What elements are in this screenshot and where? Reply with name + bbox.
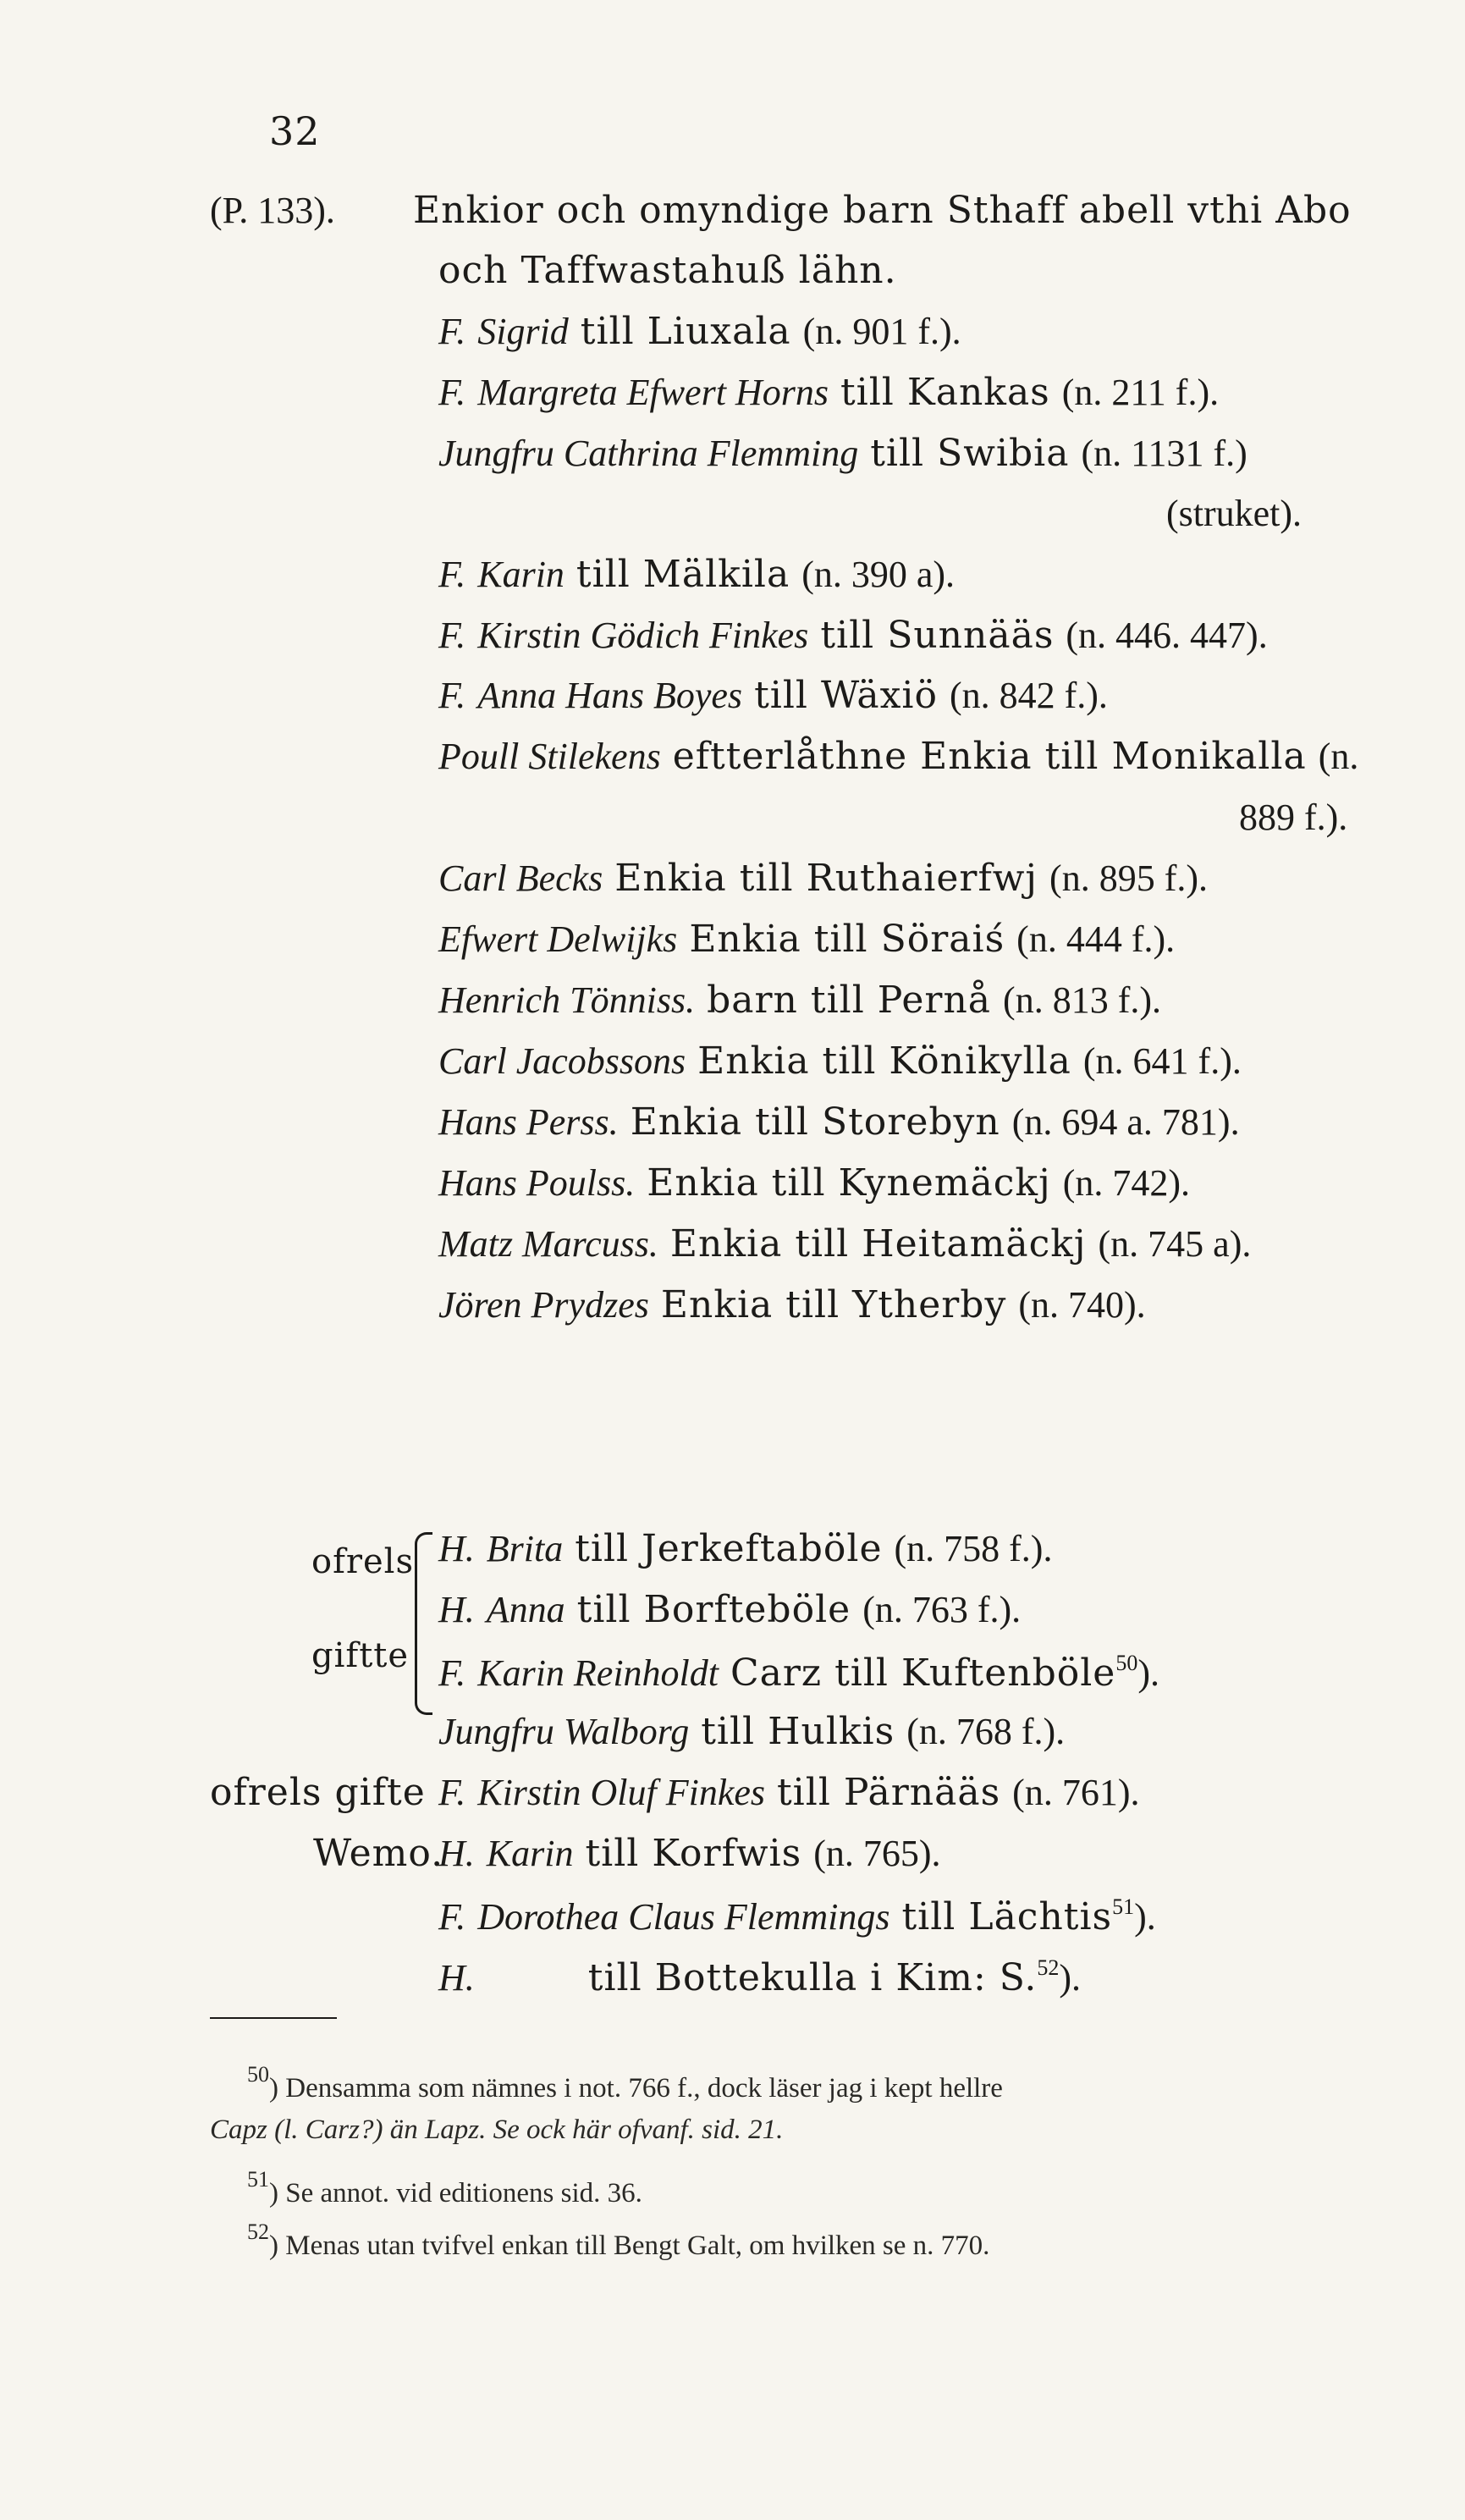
entry-row: [438, 1832, 941, 1875]
entry-name: Dorothea Claus Flemmings: [477, 1896, 890, 1938]
margin-note: ofrels gifte: [210, 1771, 426, 1814]
margin-note: giftte: [311, 1636, 410, 1675]
entry-text: till Bottekulla i Kim: S.: [587, 1956, 1038, 1999]
entry-text: Enkia till Könikylla: [697, 1039, 1071, 1083]
entry-row: [438, 310, 961, 353]
intro-line-1: Enkior och omyndige barn Sthaff abell vthi Abo: [413, 189, 1352, 232]
entry-name: Anna Hans Boyes: [477, 675, 743, 716]
entry-text: till Wäxiö: [754, 674, 938, 717]
footnote: [247, 2169, 642, 2208]
entry-continuation: 889 f.).: [1239, 797, 1348, 838]
entry-row: [438, 1527, 1053, 1570]
entry-row: [438, 1100, 1240, 1144]
entry-text: till Jerkeftaböle: [575, 1527, 883, 1570]
entry-text: Enkia till Storebyn: [630, 1100, 1000, 1144]
entry-name: Kirstin Gödich Finkes: [477, 615, 809, 656]
entry-text: Enkia till Kynemäckj: [647, 1161, 1051, 1205]
footnote-text: ) Menas utan tvifvel enkan till Bengt Galt, om hvilken se n. 770.: [269, 2231, 990, 2261]
entry-row: [438, 1710, 1066, 1753]
entry-reference: (n. 745 a).: [1098, 1223, 1252, 1265]
entry-row: [438, 432, 1247, 475]
entry-prefix: H.: [438, 1528, 475, 1569]
footnote-continuation: Capz (l. Carz?) än Lapz. Se ock här ofvanf. sid. 21.: [210, 2115, 784, 2145]
entry-row: [438, 674, 1108, 717]
entry-name: Carl Jacobssons: [438, 1040, 686, 1082]
entry-text: till Hulkis: [701, 1710, 895, 1753]
entry-name: Efwert Delwijks: [438, 918, 678, 960]
entry-prefix: H.: [438, 1589, 475, 1630]
entry-text: Enkia till Ruthaierfwj: [614, 857, 1038, 900]
entry-reference: (n.: [1318, 736, 1359, 777]
entry-reference: (n. 742).: [1062, 1162, 1191, 1204]
entry-reference: (n. 446. 447).: [1066, 615, 1268, 656]
footnote-divider: [210, 2017, 337, 2019]
entry-reference: (n. 813 f.).: [1003, 979, 1162, 1021]
entry-text: till Borfteböle: [576, 1588, 851, 1631]
entry-name: Karin: [477, 554, 565, 595]
entry-text: till Sunnääs: [820, 614, 1055, 657]
entry-row: [438, 1161, 1191, 1205]
entry-text: eftterlåthne Enkia till Monikalla: [672, 735, 1307, 778]
entry-name: Poull Stilekens: [438, 736, 661, 777]
entry-row: [438, 1039, 1242, 1083]
entry-name: Jungfru Walborg: [438, 1711, 690, 1752]
entry-prefix: H.: [438, 1833, 475, 1874]
entry-prefix: F.: [438, 615, 466, 656]
entry-prefix: F.: [438, 554, 466, 595]
entry-name: Matz Marcuss.: [438, 1223, 658, 1265]
entry-reference: (n. 901 f.).: [802, 311, 961, 352]
entry-text: till Lächtis: [901, 1895, 1113, 1938]
entry-row: [438, 1283, 1146, 1326]
footnote-number: 52: [247, 2219, 269, 2244]
entry-reference: (n. 761).: [1012, 1772, 1140, 1813]
entry-reference: ).: [1059, 1957, 1082, 1999]
entry-reference: ).: [1137, 1652, 1159, 1694]
entry-prefix: F.: [438, 311, 466, 352]
entry-row: [438, 857, 1209, 900]
entry-name: Brita: [486, 1528, 564, 1569]
entry-reference: (n. 1131 f.): [1081, 433, 1247, 474]
footnote-number: 50: [247, 2062, 269, 2087]
margin-bracket: [415, 1532, 432, 1715]
entry-reference: ).: [1134, 1896, 1156, 1938]
footnote: [247, 2064, 1003, 2103]
entry-text: Enkia till Söraiś: [689, 918, 1005, 961]
entry-name: Henrich Tönniss.: [438, 979, 696, 1021]
entry-text: Enkia till Ytherby: [660, 1283, 1007, 1326]
entry-name: Kirstin Oluf Finkes: [477, 1772, 765, 1813]
entry-prefix: F.: [438, 675, 466, 716]
entry-text: till Korfwis: [585, 1832, 802, 1875]
entry-row: [438, 1957, 1081, 1997]
footnote: [247, 2221, 989, 2260]
entry-name: Margreta Efwert Horns: [477, 372, 829, 413]
entry-text: till Mälkila: [576, 553, 790, 596]
entry-row: [438, 1222, 1252, 1266]
entry-reference: (n. 390 a).: [801, 554, 956, 595]
entry-row: [438, 1896, 1156, 1936]
entry-name: Carl Becks: [438, 857, 603, 899]
margin-note: ofrels: [311, 1542, 414, 1581]
footnote-marker[interactable]: 51: [1112, 1894, 1135, 1919]
entry-row: [438, 735, 1359, 778]
footnote-marker[interactable]: 52: [1037, 1955, 1060, 1980]
entry-text: till Kankas: [840, 371, 1050, 414]
entry-prefix: F.: [438, 1652, 466, 1694]
footnote-number: 51: [247, 2167, 269, 2192]
entry-reference: (n. 765).: [813, 1833, 941, 1874]
entry-reference: (n. 740).: [1018, 1284, 1146, 1326]
entry-reference: (n. 444 f.).: [1016, 918, 1176, 960]
entry-reference: (n. 641 f.).: [1082, 1040, 1242, 1082]
section-label: (P. 133).: [210, 190, 335, 231]
entry-reference: (n. 694 a. 781).: [1011, 1101, 1240, 1143]
entry-text: Carz till Kuftenböle: [730, 1652, 1116, 1695]
entry-prefix: F.: [438, 1772, 466, 1813]
entry-name: Karin: [486, 1833, 574, 1874]
entry-prefix: H.: [438, 1957, 475, 1999]
entry-name: Jören Prydzes: [438, 1284, 649, 1326]
entry-reference: (n. 895 f.).: [1049, 857, 1209, 899]
entry-row: [438, 1588, 1022, 1631]
page-number: 32: [269, 108, 321, 154]
intro-line-2: och Taffwastahuß lähn.: [438, 249, 897, 292]
entry-reference: (n. 211 f.).: [1061, 372, 1220, 413]
entry-row: [438, 979, 1162, 1022]
entry-reference: (n. 758 f.).: [894, 1528, 1053, 1569]
entry-row: [438, 614, 1268, 657]
entry-prefix: F.: [438, 372, 466, 413]
footnote-text: ) Se annot. vid editionens sid. 36.: [269, 2178, 642, 2208]
entry-name: Jungfru Cathrina Flemming: [438, 433, 859, 474]
entry-name: Hans Poulss.: [438, 1162, 636, 1204]
entry-row: [438, 371, 1220, 414]
entry-text: till Liuxala: [580, 310, 791, 353]
margin-note: Wemo.: [313, 1832, 444, 1875]
entry-text: barn till Pernå: [707, 979, 992, 1022]
entry-name: Sigrid: [477, 311, 569, 352]
entry-row: [438, 1651, 1159, 1695]
entry-continuation: (struket).: [1166, 493, 1303, 534]
entry-reference: (n. 768 f.).: [906, 1711, 1066, 1752]
entry-reference: (n. 763 f.).: [862, 1589, 1022, 1630]
entry-row: [438, 918, 1176, 961]
entry-name: Hans Perss.: [438, 1101, 619, 1143]
entry-prefix: F.: [438, 1896, 466, 1938]
entry-text: till Swibia: [870, 432, 1070, 475]
entry-name: Karin Reinholdt: [477, 1652, 719, 1694]
entry-text: till Pärnääs: [777, 1771, 1001, 1814]
entry-reference: (n. 842 f.).: [949, 675, 1108, 716]
footnote-marker[interactable]: 50: [1115, 1651, 1138, 1675]
entry-text: Enkia till Heitamäckj: [669, 1222, 1087, 1266]
footnote-text: ) Densamma som nämnes i not. 766 f., dock läser jag i kept hellre: [269, 2073, 1003, 2104]
entry-name: Anna: [486, 1589, 565, 1630]
entry-row: [438, 1771, 1140, 1814]
entry-row: [438, 553, 956, 596]
